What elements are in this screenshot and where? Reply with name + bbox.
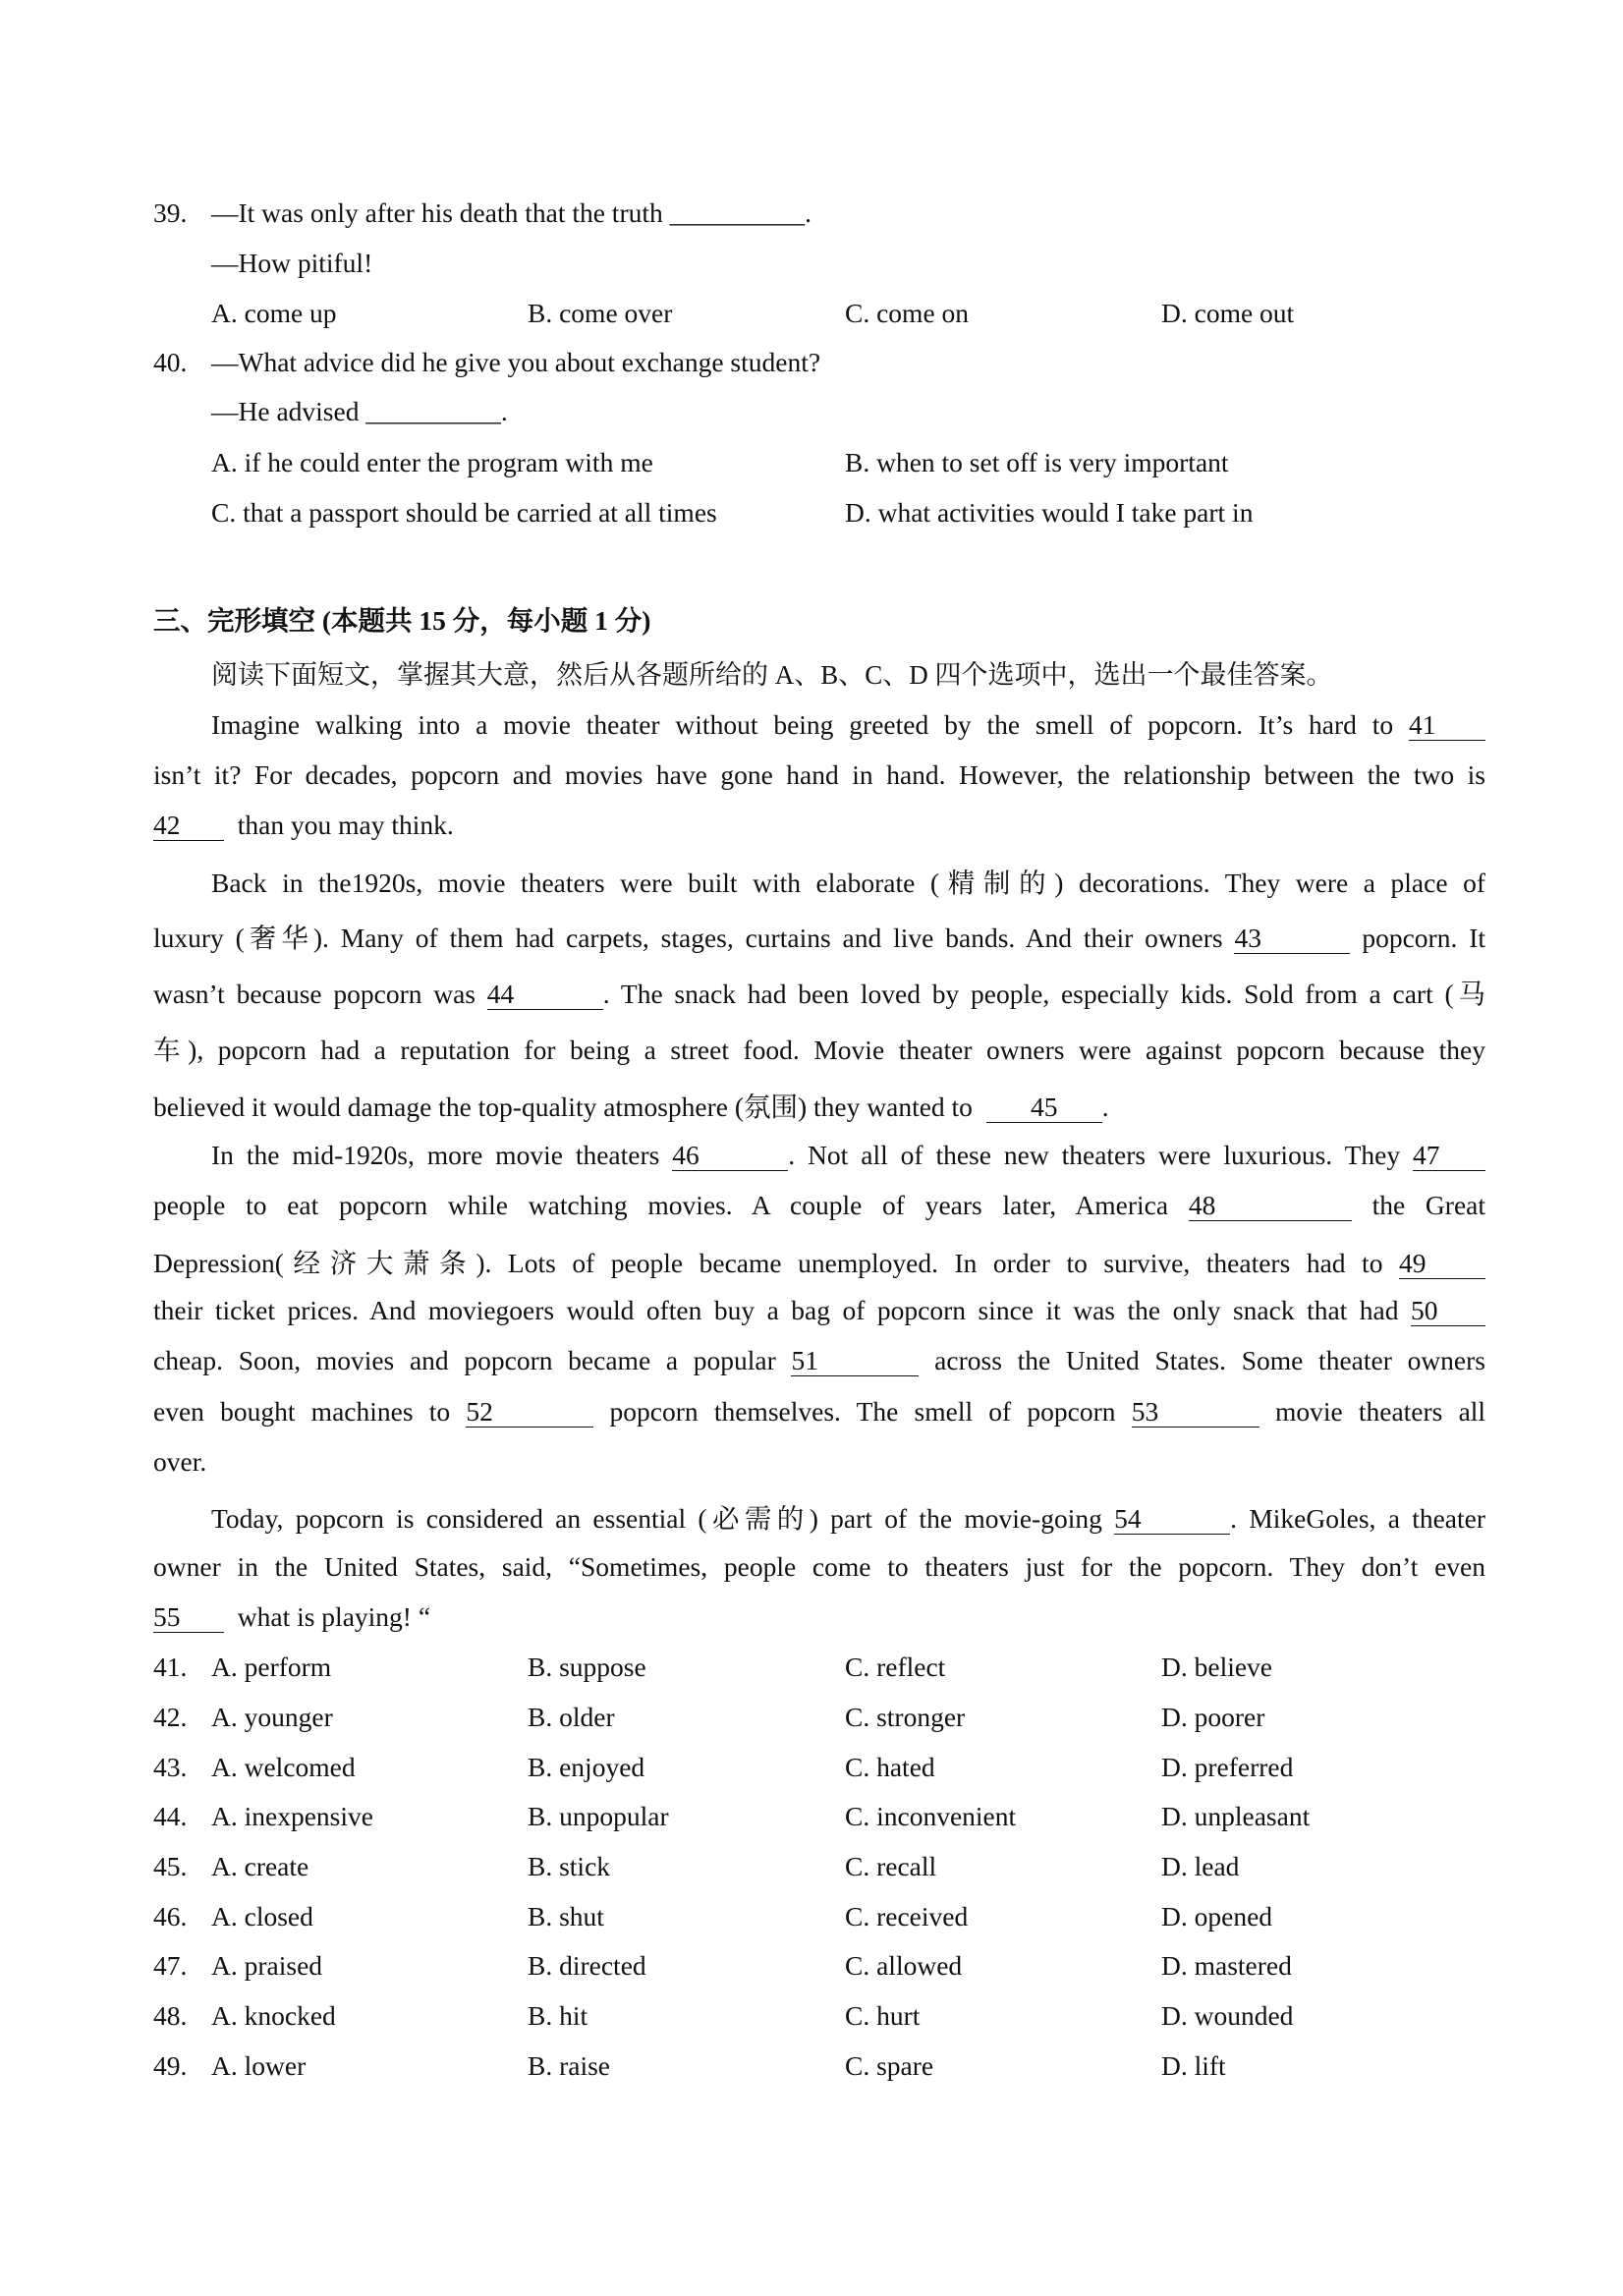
answer-option: D. opened bbox=[1161, 1901, 1273, 1932]
answer-43-number: 43. bbox=[153, 1752, 188, 1782]
q40-option-d: D. what activities would I take part in bbox=[845, 497, 1254, 528]
answer-option: C. spare bbox=[845, 2050, 934, 2081]
blank-51: 51 bbox=[791, 1347, 919, 1376]
blank-53: 53 bbox=[1132, 1398, 1259, 1428]
passage-line bbox=[153, 972, 1485, 1011]
answer-option: A. younger bbox=[211, 1702, 333, 1732]
blank-42: 42 bbox=[153, 812, 224, 841]
answer-46-number: 46. bbox=[153, 1901, 188, 1932]
answer-option: B. unpopular bbox=[528, 1801, 669, 1831]
answer-option: D. lift bbox=[1161, 2050, 1226, 2081]
answer-option: B. hit bbox=[528, 2000, 588, 2031]
answer-option: A. lower bbox=[211, 2050, 307, 2081]
answer-44-number: 44. bbox=[153, 1801, 188, 1831]
passage-text: Depression(经济大萧条). Lots of people became unemployed. In order to survive, theaters had to bbox=[153, 1248, 1383, 1278]
passage-line bbox=[153, 1345, 1485, 1376]
answer-option: D. unpleasant bbox=[1161, 1801, 1311, 1831]
answer-option: C. hurt bbox=[845, 2000, 921, 2031]
question-40-reply bbox=[211, 396, 508, 427]
answer-option: D. wounded bbox=[1161, 2000, 1294, 2031]
passage-line: owner in the United States, said, “Sometimes, people come to theaters just for the popcorn. They don’t even bbox=[153, 1551, 1485, 1582]
q40-option-b: B. when to set off is very important bbox=[845, 447, 1229, 477]
answer-blank: __________ bbox=[365, 396, 501, 426]
passage-line bbox=[211, 1140, 1485, 1171]
passage-line bbox=[153, 1601, 430, 1633]
passage-line bbox=[153, 810, 454, 841]
answer-option: C. reflect bbox=[845, 1652, 946, 1682]
question-40-stem: —What advice did he give you about exchange student? bbox=[211, 347, 821, 377]
section-heading bbox=[153, 598, 650, 638]
answer-option: B. stick bbox=[528, 1851, 611, 1881]
passage-line bbox=[211, 709, 1485, 741]
reply-end: . bbox=[500, 396, 508, 426]
question-40-number: 40. bbox=[153, 347, 188, 377]
answer-option: A. knocked bbox=[211, 2000, 336, 2031]
question-39-number: 39. bbox=[153, 197, 188, 228]
blank-41: 41 bbox=[1409, 711, 1485, 741]
answer-option: D. mastered bbox=[1161, 1950, 1292, 1981]
passage-text: movie theaters all bbox=[1274, 1396, 1486, 1427]
answer-option: D. believe bbox=[1161, 1652, 1273, 1682]
answer-option: C. inconvenient bbox=[845, 1801, 1017, 1831]
answer-option: C. hated bbox=[845, 1752, 935, 1782]
passage-text: Today, popcorn is considered an essential (必需的) part of the movie-going bbox=[211, 1503, 1102, 1534]
question-39-stem bbox=[211, 197, 812, 229]
passage-text: even bought machines to bbox=[153, 1396, 451, 1427]
passage-line: isn’t it? For decades, popcorn and movies have gone hand in hand. However, the relationship between the two is bbox=[153, 759, 1485, 790]
answer-option: D. lead bbox=[1161, 1851, 1240, 1881]
passage-line bbox=[153, 1085, 1109, 1124]
answer-41-number: 41. bbox=[153, 1652, 188, 1682]
passage-text: . bbox=[1101, 1092, 1109, 1122]
answer-option: B. enjoyed bbox=[528, 1752, 645, 1782]
section-title: 三、完形填空 bbox=[153, 605, 322, 636]
answer-47-number: 47. bbox=[153, 1950, 188, 1981]
answer-option: D. poorer bbox=[1161, 1702, 1265, 1732]
passage-text: than you may think. bbox=[237, 810, 454, 840]
answer-option: C. stronger bbox=[845, 1702, 966, 1732]
q39-option-c: C. come on bbox=[845, 298, 970, 328]
blank-50: 50 bbox=[1411, 1297, 1485, 1326]
answer-option: B. directed bbox=[528, 1950, 646, 1981]
passage-text: popcorn themselves. The smell of popcorn bbox=[609, 1396, 1116, 1427]
answer-option: A. inexpensive bbox=[211, 1801, 373, 1831]
answer-option: A. welcomed bbox=[211, 1752, 356, 1782]
blank-43: 43 bbox=[1234, 924, 1350, 954]
passage-line bbox=[153, 1190, 1485, 1221]
q39-option-b: B. come over bbox=[528, 298, 673, 328]
answer-48-number: 48. bbox=[153, 2000, 188, 2031]
answer-option: B. shut bbox=[528, 1901, 604, 1932]
q39-option-a: A. come up bbox=[211, 298, 337, 328]
blank-44: 44 bbox=[487, 980, 603, 1010]
answer-option: A. praised bbox=[211, 1950, 323, 1981]
passage-text: people to eat popcorn while watching movies. A couple of years later, America bbox=[153, 1190, 1169, 1220]
answer-option: A. perform bbox=[211, 1652, 332, 1682]
blank-45: 45 bbox=[986, 1093, 1102, 1123]
passage-line: Back in the1920s, movie theaters were built with elaborate (精制的) decorations. They were a place of bbox=[211, 868, 1485, 898]
answer-49-number: 49. bbox=[153, 2050, 188, 2081]
passage-text: cheap. Soon, movies and popcorn became a popular bbox=[153, 1345, 776, 1375]
answer-option: C. allowed bbox=[845, 1950, 963, 1981]
passage-line bbox=[153, 1241, 1485, 1280]
q40-option-c: C. that a passport should be carried at all times bbox=[211, 497, 717, 528]
passage-text: wasn’t because popcorn was bbox=[153, 979, 476, 1009]
answer-option: B. older bbox=[528, 1702, 615, 1732]
q40-option-a: A. if he could enter the program with me bbox=[211, 447, 653, 477]
passage-text: luxury (奢华). Many of them had carpets, stages, curtains and live bands. And their owners bbox=[153, 923, 1223, 953]
stem-end: . bbox=[805, 197, 812, 228]
blank-49: 49 bbox=[1399, 1250, 1485, 1279]
answer-blank: __________ bbox=[669, 197, 806, 228]
passage-line bbox=[153, 916, 1485, 955]
answer-option: A. closed bbox=[211, 1901, 313, 1932]
answer-45-number: 45. bbox=[153, 1851, 188, 1881]
blank-46: 46 bbox=[672, 1142, 788, 1171]
blank-54: 54 bbox=[1114, 1505, 1230, 1535]
passage-line bbox=[211, 1496, 1485, 1536]
answer-option: B. suppose bbox=[528, 1652, 646, 1682]
blank-52: 52 bbox=[466, 1398, 593, 1428]
passage-text: their ticket prices. And moviegoers would often buy a bag of popcorn since it was the only snack that had bbox=[153, 1295, 1399, 1325]
passage-text: popcorn. It bbox=[1362, 923, 1486, 953]
passage-text: . Not all of these new theaters were luxurious. They bbox=[788, 1140, 1401, 1170]
answer-option: D. preferred bbox=[1161, 1752, 1294, 1782]
passage-text: across the United States. Some theater owners bbox=[934, 1345, 1485, 1375]
passage-line bbox=[153, 1396, 1485, 1428]
passage-text: . MikeGoles, a theater bbox=[1230, 1503, 1486, 1534]
passage-text: . The snack had been loved by people, especially kids. Sold from a cart (马 bbox=[602, 979, 1486, 1009]
answer-option: A. create bbox=[211, 1851, 309, 1881]
reply-text: —He advised bbox=[211, 396, 366, 426]
passage-text: what is playing! “ bbox=[237, 1601, 431, 1632]
answer-option: B. raise bbox=[528, 2050, 611, 2081]
stem-text: —It was only after his death that the truth bbox=[211, 197, 670, 228]
question-39-reply: —How pitiful! bbox=[211, 248, 373, 278]
passage-text: In the mid-1920s, more movie theaters bbox=[211, 1140, 660, 1170]
answer-option: C. recall bbox=[845, 1851, 937, 1881]
section-instruction: 阅读下面短文，掌握其大意，然后从各题所给的 A、B、C、D 四个选项中，选出一个最佳答案。 bbox=[211, 660, 1333, 690]
blank-48: 48 bbox=[1189, 1192, 1352, 1221]
passage-text: believed it would damage the top-quality atmosphere (氛围) they wanted to bbox=[153, 1092, 973, 1122]
passage-line bbox=[153, 1295, 1485, 1326]
passage-text: the Great bbox=[1371, 1190, 1486, 1220]
answer-option: C. received bbox=[845, 1901, 969, 1932]
blank-47: 47 bbox=[1413, 1142, 1485, 1171]
passage-line: 车), popcorn had a reputation for being a street food. Movie theater owners were against popcorn because they bbox=[153, 1035, 1485, 1065]
answer-42-number: 42. bbox=[153, 1702, 188, 1732]
q39-option-d: D. come out bbox=[1161, 298, 1295, 328]
passage-text: Imagine walking into a movie theater without being greeted by the smell of popcorn. It’s hard to bbox=[211, 709, 1394, 740]
passage-line: over. bbox=[153, 1446, 207, 1477]
section-score: (本题共 15 分，每小题 1 分) bbox=[321, 605, 651, 636]
blank-55: 55 bbox=[153, 1603, 224, 1633]
